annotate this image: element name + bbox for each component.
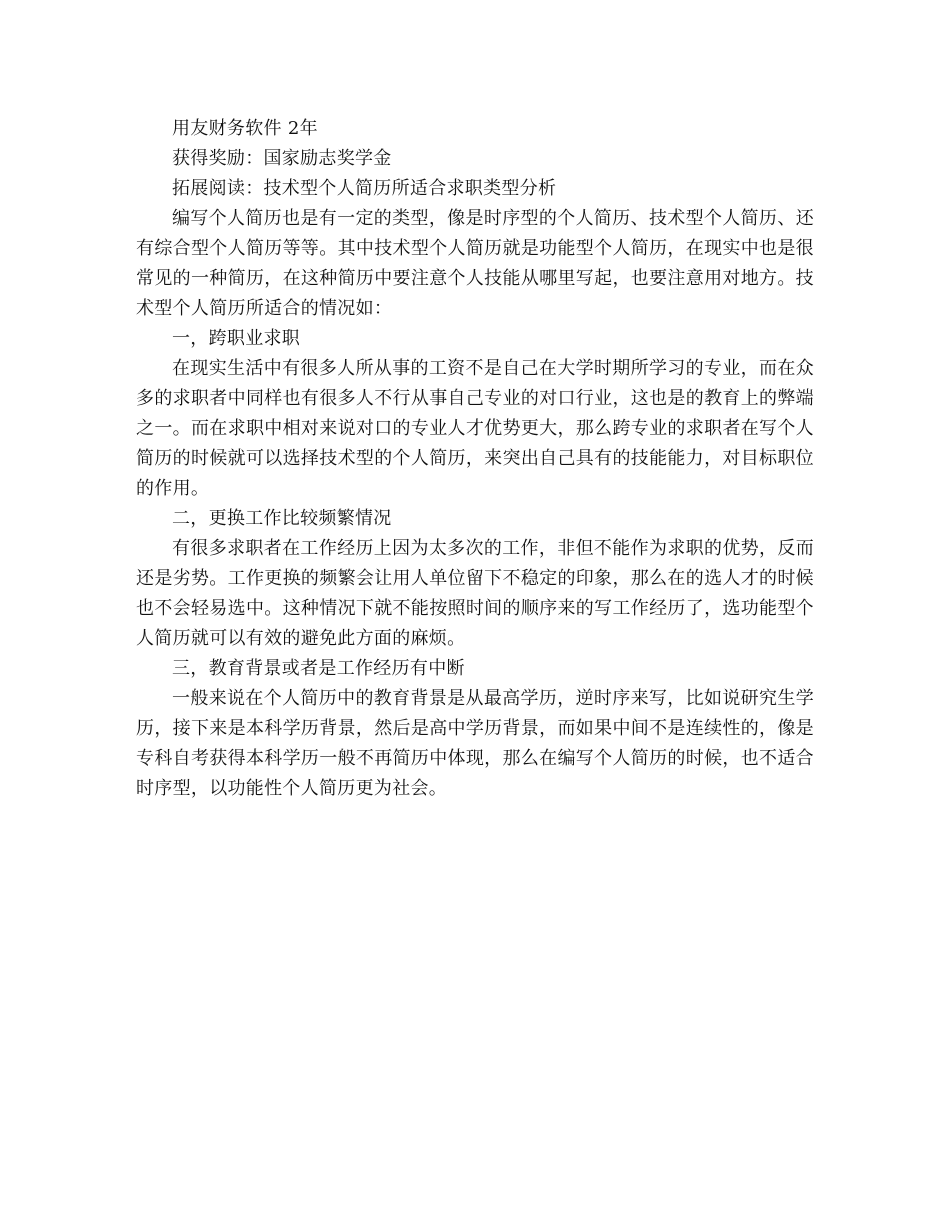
- heading-interrupted-background: 三，教育背景或者是工作经历有中断: [172, 658, 465, 679]
- paragraph-interrupted-background: 一般来说在个人简历中的教育背景是从最高学历，逆时序来写，比如说研究生学历，接下来是本科学历背景，然后是高中学历背景，而如果中间不是连续性的，像是专科自考获得本科学历一般不再简历中体现，那么在编写个人简历的时候，也不适合时序型，以功能性个人简历更为社会。: [136, 688, 814, 799]
- document-body: [136, 114, 814, 804]
- paragraph-extended-reading: 拓展阅读：技术型个人简历所适合求职类型分析: [172, 178, 557, 199]
- paragraph-frequent-job-change: 有很多求职者在工作经历上因为太多次的工作，非但不能作为求职的优势，反而还是劣势。工作更换的频繁会让用人单位留下不稳定的印象，那么在的选人才的时候也不会轻易选中。这种情况下就不能按照时间的顺序来的写工作经历了，选功能型个人简历就可以有效的避免此方面的麻烦。: [136, 538, 814, 649]
- heading-cross-career: 一，跨职业求职: [172, 328, 301, 349]
- paragraph-awards: 获得奖励：国家励志奖学金: [172, 148, 392, 169]
- paragraph-software-experience: 用友财务软件 2年: [172, 118, 318, 139]
- heading-frequent-job-change: 二，更换工作比较频繁情况: [172, 508, 392, 529]
- paragraph-cross-career: 在现实生活中有很多人所从事的工资不是自己在大学时期所学习的专业，而在众多的求职者中同样也有很多人不行从事自己专业的对口行业，这也是的教育上的弊端之一。而在求职中相对来说对口的专业人才优势更大，那么跨专业的求职者在写个人简历的时候就可以选择技术型的个人简历，来突出自己具有的技能能力，对目标职位的作用。: [136, 358, 814, 499]
- paragraph-intro: 编写个人简历也是有一定的类型，像是时序型的个人简历、技术型个人简历、还有综合型个人简历等等。其中技术型个人简历就是功能型个人简历，在现实中也是很常见的一种简历，在这种简历中要注意个人技能从哪里写起，也要注意用对地方。技术型个人简历所适合的情况如：: [136, 208, 814, 319]
